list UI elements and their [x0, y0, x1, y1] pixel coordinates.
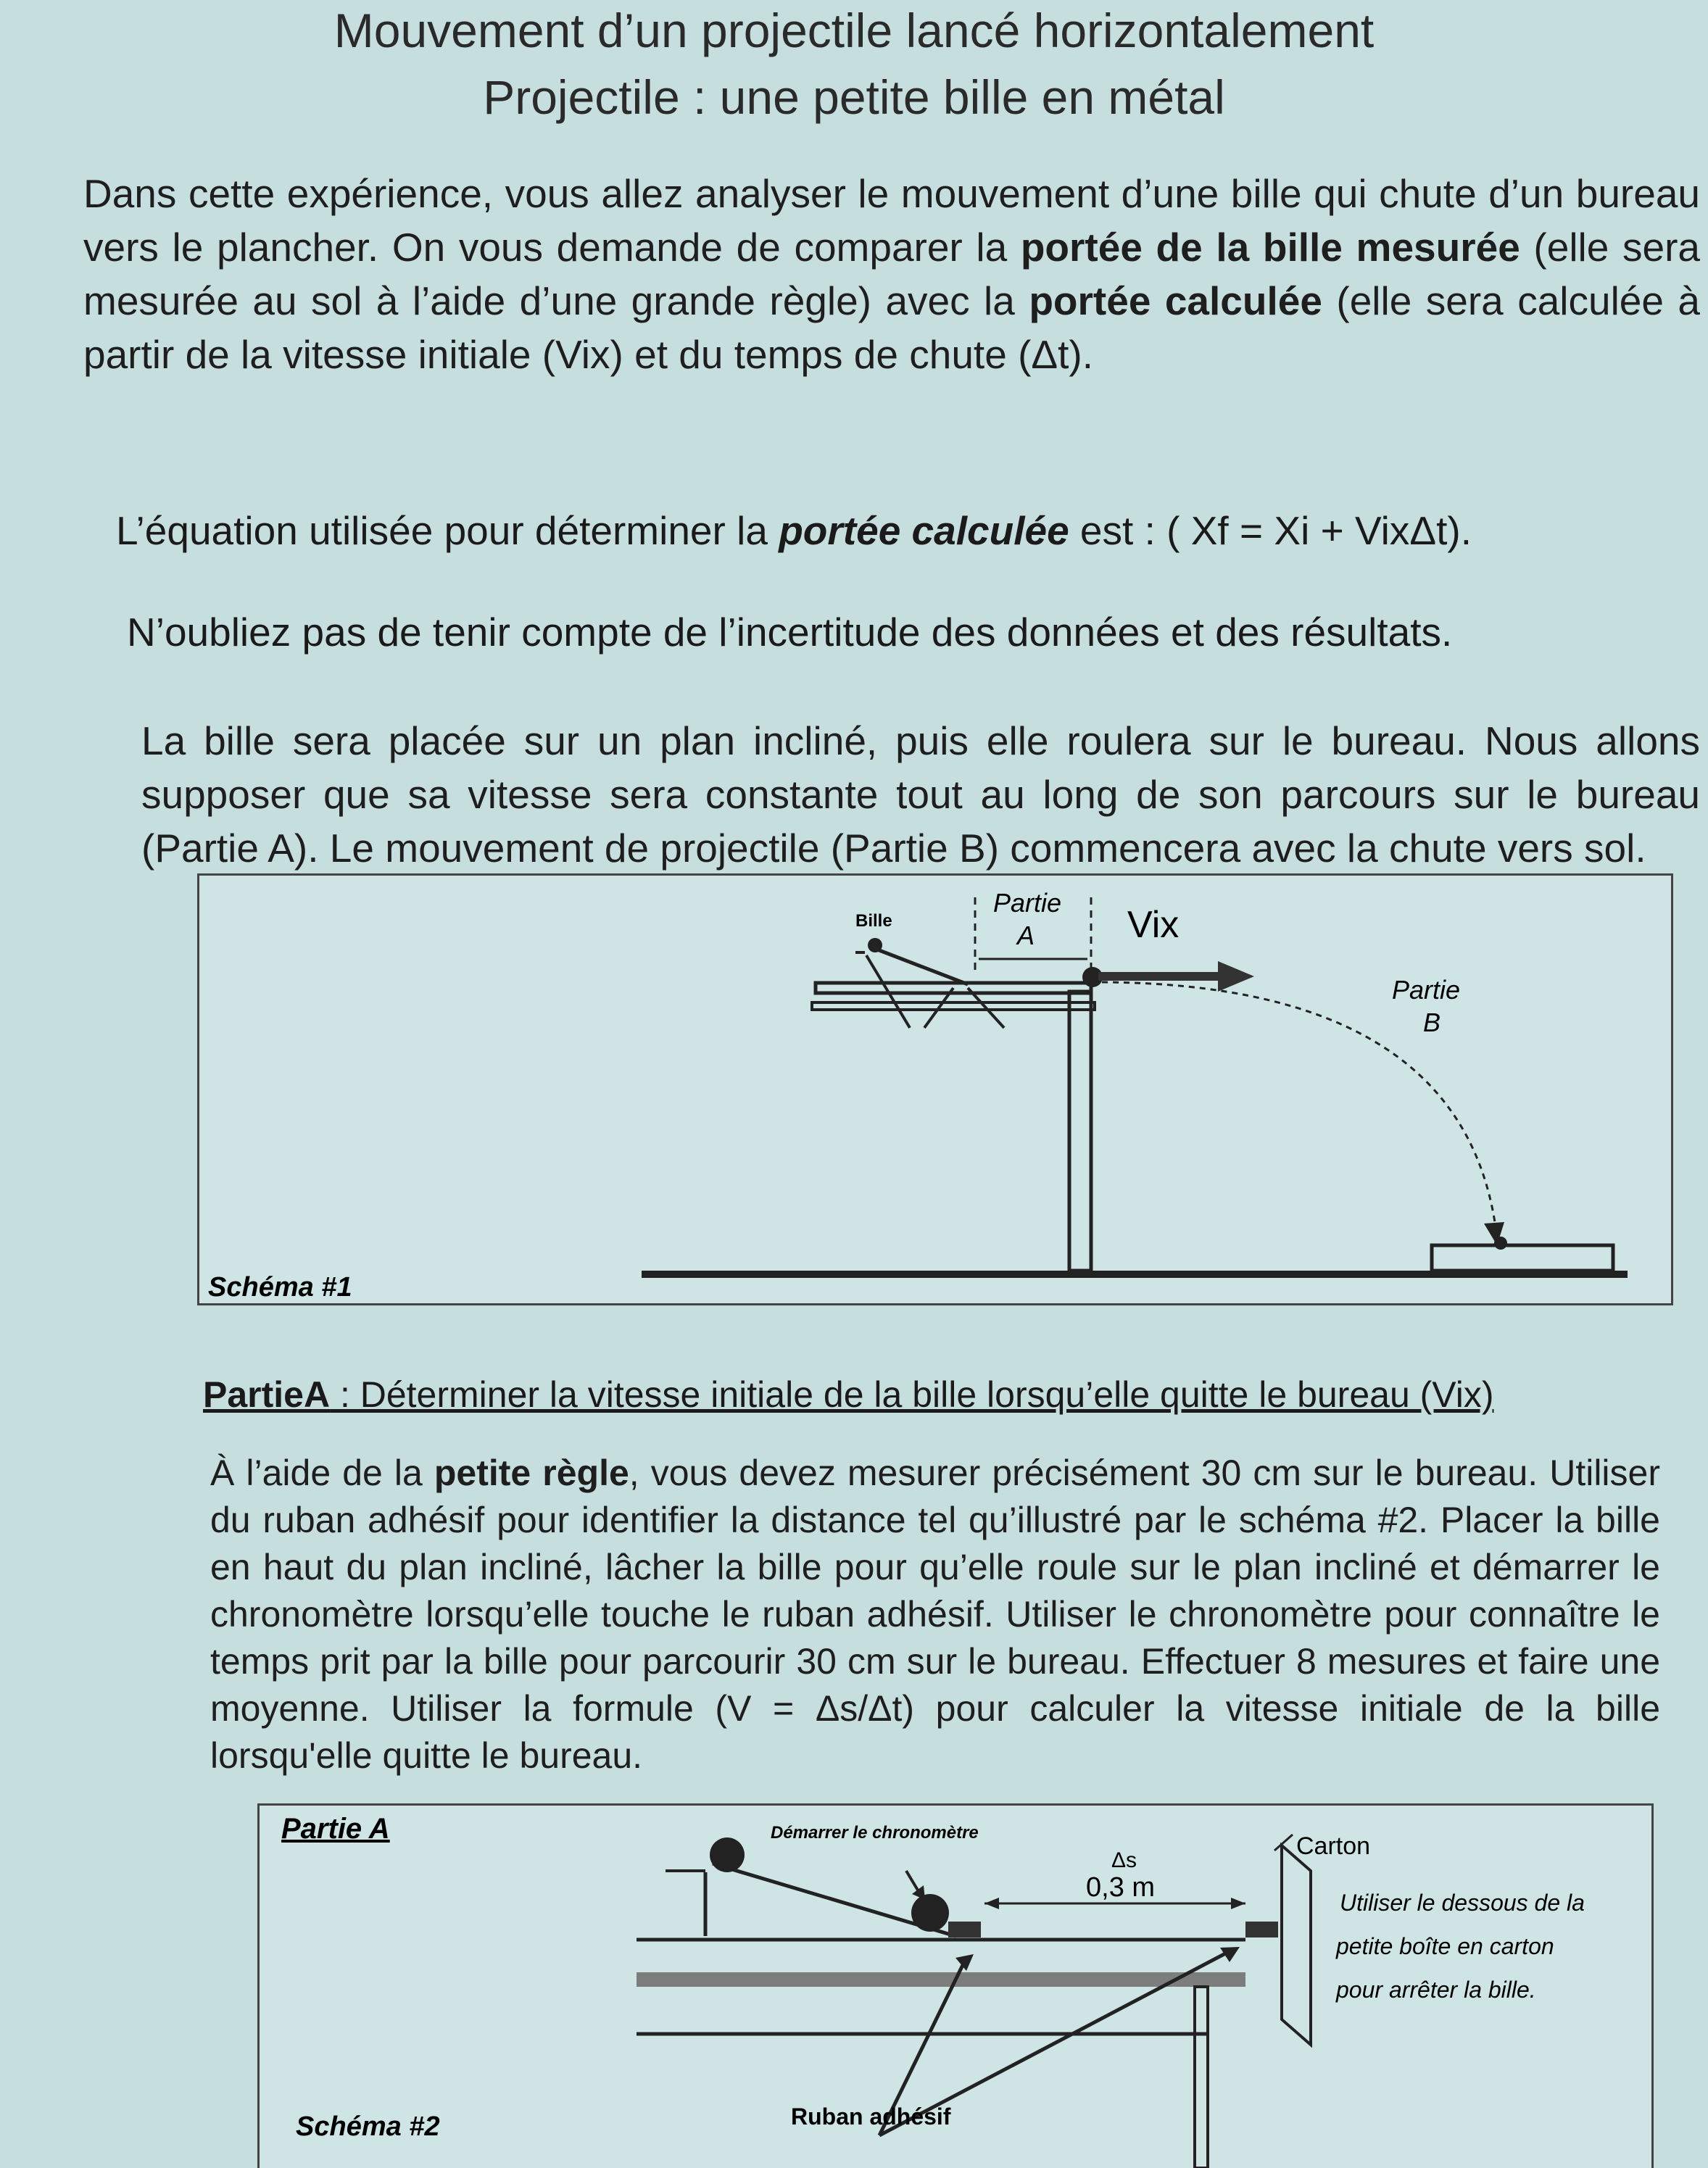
title-line-2: Projectile : une petite bille en métal	[483, 70, 1225, 124]
diagram-2	[257, 1803, 1654, 2168]
uncertainty-reminder: N’oubliez pas de tenir compte de l’incertitude des données et des résultats.	[127, 610, 1453, 655]
diagram-1	[197, 873, 1673, 1305]
ball-top	[710, 1837, 745, 1872]
distance-arrow-right	[1231, 1898, 1245, 1909]
intro-text-1: Dans cette expérience, vous allez analyser le mouvement d’une bille qui chute d’un bureau vers le plancher. On vous demande de comparer la	[83, 171, 1700, 270]
diagram-2-drawing	[260, 1806, 1651, 2168]
tape-label: Ruban adhésif	[791, 2103, 951, 2130]
note-line-1: Utiliser le dessous de la	[1340, 1890, 1585, 1916]
label-partie-b-1: Partie	[1392, 975, 1461, 1005]
diagram-1-drawing	[199, 876, 1671, 1303]
part-a-heading-bold: PartieA	[203, 1374, 331, 1415]
incline	[874, 948, 968, 984]
intro-bold-2: portée calculée	[1029, 278, 1322, 323]
part-a-heading	[203, 1374, 1494, 1416]
label-partie-b-2: B	[1423, 1008, 1441, 1037]
table-leg	[1069, 992, 1091, 1271]
equation-text: L’équation utilisée pour déterminer la	[116, 508, 779, 553]
part-a-text-1: À l’aide de la	[210, 1453, 434, 1493]
label-partie-a-2: A	[1017, 921, 1035, 950]
intro-paragraph	[83, 167, 1700, 381]
title-line-1: Mouvement d’un projectile lancé horizontalement	[333, 4, 1375, 57]
carton-box	[1282, 1845, 1311, 2045]
ball-landing	[1494, 1237, 1507, 1250]
ball-start	[868, 938, 882, 952]
delta-s-label: Δs	[1111, 1848, 1137, 1872]
ball-rolling	[911, 1894, 949, 1932]
landing-box	[1432, 1245, 1613, 1271]
intro-text-2: (elle sera mesurée au sol à l’aide d’une grande règle) avec la	[83, 225, 1700, 323]
note-line-3: pour arrêter la bille.	[1336, 1977, 1536, 2003]
part-a-paragraph	[210, 1450, 1660, 1779]
tape-start	[948, 1922, 981, 1938]
carton-label: Carton	[1296, 1832, 1371, 1860]
distance-arrow-left	[984, 1898, 999, 1909]
note-line-2: petite boîte en carton	[1336, 1933, 1554, 1959]
vix-arrow-head	[1218, 961, 1254, 992]
tape-end	[1245, 1922, 1278, 1938]
distance-label: 0,3 m	[1086, 1872, 1156, 1903]
intro-bold-1: portée de la bille mesurée	[1020, 225, 1520, 270]
table-edge	[637, 1972, 1245, 1987]
equation-formula: est : ( Xf = Xi + VixΔt).	[1069, 508, 1472, 553]
vix-arrow-shaft	[1098, 972, 1222, 981]
part-a-heading-text: : Déterminer la vitesse initiale de la bille lorsqu’elle quitte le bureau (Vix)	[330, 1374, 1494, 1415]
intro-text-3: (elle sera calculée à partir de la vitesse initiale (Vix) et du temps de chute (Δt).	[83, 278, 1701, 377]
label-bille: Bille	[855, 911, 892, 931]
setup-paragraph: La bille sera placée sur un plan incliné, puis elle roulera sur le bureau. Nous allons supposer que sa vitesse sera constante tout au long de son parcours sur le bureau (Partie A). Le mouvement de projectile (Partie B) commencera avec la chute vers sol.	[141, 718, 1700, 871]
label-vix: Vix	[1127, 904, 1180, 946]
equation-line	[116, 507, 1472, 554]
start-arrow	[906, 1871, 919, 1893]
start-label: Démarrer le chronomètre	[771, 1823, 979, 1843]
part-a-text-2: , vous devez mesurer précisément 30 cm sur le bureau. Utiliser du ruban adhésif pour identifier la distance tel qu’illustré par le schéma #2. Placer la bille en haut du plan incliné, lâcher la bille pour qu’elle roule sur le plan incliné et démarrer le chronomètre lorsqu’elle touche le ruban adhésif. Utiliser le chronomètre pour connaître le temps prit par la bille pour parcourir 30 cm sur le bureau. Effectuer 8 mesures et faire une moyenne. Utiliser la formule (V = Δs/Δt) pour calculer la vitesse initiale de la bille lorsqu'elle quitte le bureau.	[210, 1453, 1660, 1776]
equation-bold: portée calculée	[779, 508, 1069, 553]
table-leg-2	[1195, 1987, 1208, 2168]
tape-pointer-1-head	[955, 1954, 974, 1971]
diagram-1-caption: Schéma #1	[208, 1272, 352, 1303]
start-arrow-head	[912, 1885, 925, 1900]
diagram-2-label: Partie A	[281, 1813, 390, 1845]
part-a-bold: petite règle	[434, 1453, 629, 1493]
diagram-2-caption: Schéma #2	[296, 2111, 440, 2142]
label-partie-a-1: Partie	[993, 888, 1062, 918]
table-shelf	[812, 1002, 1095, 1010]
